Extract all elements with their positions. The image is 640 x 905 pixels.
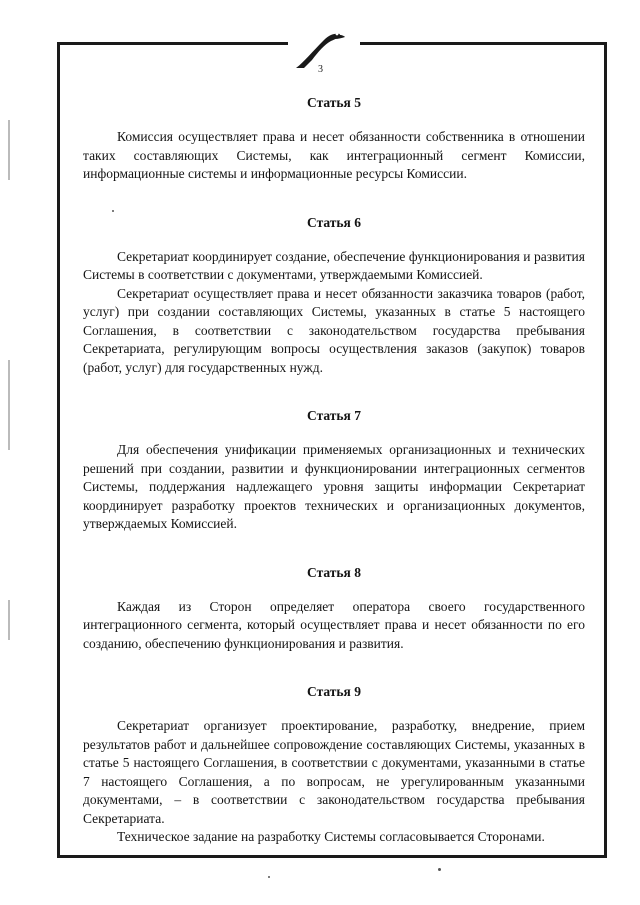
article-8 — [83, 564, 585, 654]
scan-edge-mark — [8, 120, 10, 180]
emblem-icon — [290, 28, 352, 74]
article-paragraph: Комиссия осуществляет права и несет обязанности собственника в отношении таких составляющих Системы, как интеграционный сегмент Комиссии, информационные системы и информационные ресурсы Комиссии. — [83, 129, 585, 181]
article-paragraph: Секретариат координирует создание, обеспечение функционирования и развития Системы в соответствии с документами, утверждаемыми Комиссией. — [83, 248, 585, 282]
scan-edge-mark — [8, 360, 10, 450]
article-heading: Статья 6 — [307, 214, 361, 230]
article-heading: Статья 9 — [307, 684, 361, 699]
article-paragraph: Секретариат осуществляет права и несет обязанности заказчика товаров (работ, услуг) при создании составляющих Системы, указанных в статье 5 настоящего Соглашения, в соответствии с законодательством государства пребывания Секретариата, регулирующим вопросы осуществления заказов (закупок) товаров (работ, услуг) для государственных нужд. — [83, 285, 585, 375]
article-paragraph: Секретариат организует проектирование, разработку, внедрение, прием результатов работ и дальнейшее сопровождение составляющих Системы, указанных в статье 5 настоящего Соглашения, в соответствии с документами, указанными в статье 7 настоящего Соглашения, а по вопросам, не урегулированным указанными документами, – в соответствии с законодательством государства пребывания Секретариата. — [83, 718, 585, 826]
article-paragraph: Каждая из Сторон определяет оператора своего государственного интеграционного сегмента, который осуществляет права и несет обязанности по его созданию, обеспечению функционирования и развития. — [83, 598, 585, 651]
article-9 — [83, 683, 585, 847]
scan-speck — [438, 868, 441, 871]
article-5 — [83, 94, 585, 184]
document-body — [83, 94, 585, 847]
scan-speck — [112, 210, 114, 212]
scan-edge-mark — [8, 600, 10, 640]
scan-speck — [268, 876, 270, 878]
article-7 — [83, 407, 585, 534]
article-heading: Статья 7 — [307, 408, 361, 423]
article-heading: Статья 5 — [307, 95, 361, 110]
article-heading: Статья 8 — [307, 564, 361, 580]
article-paragraph: Техническое задание на разработку Системы согласовывается Сторонами. — [117, 829, 545, 844]
article-paragraph: Для обеспечения унификации применяемых организационных и технических решений при создании, развитии и функционировании интеграционных сегментов Системы, поддержания надлежащего уровня защиты информации Секретариат координирует разработку проектов технических и организационных документов, утверждаемых Комиссией. — [83, 442, 585, 531]
emblem-mark: 3 — [318, 64, 323, 74]
article-6 — [83, 214, 585, 378]
